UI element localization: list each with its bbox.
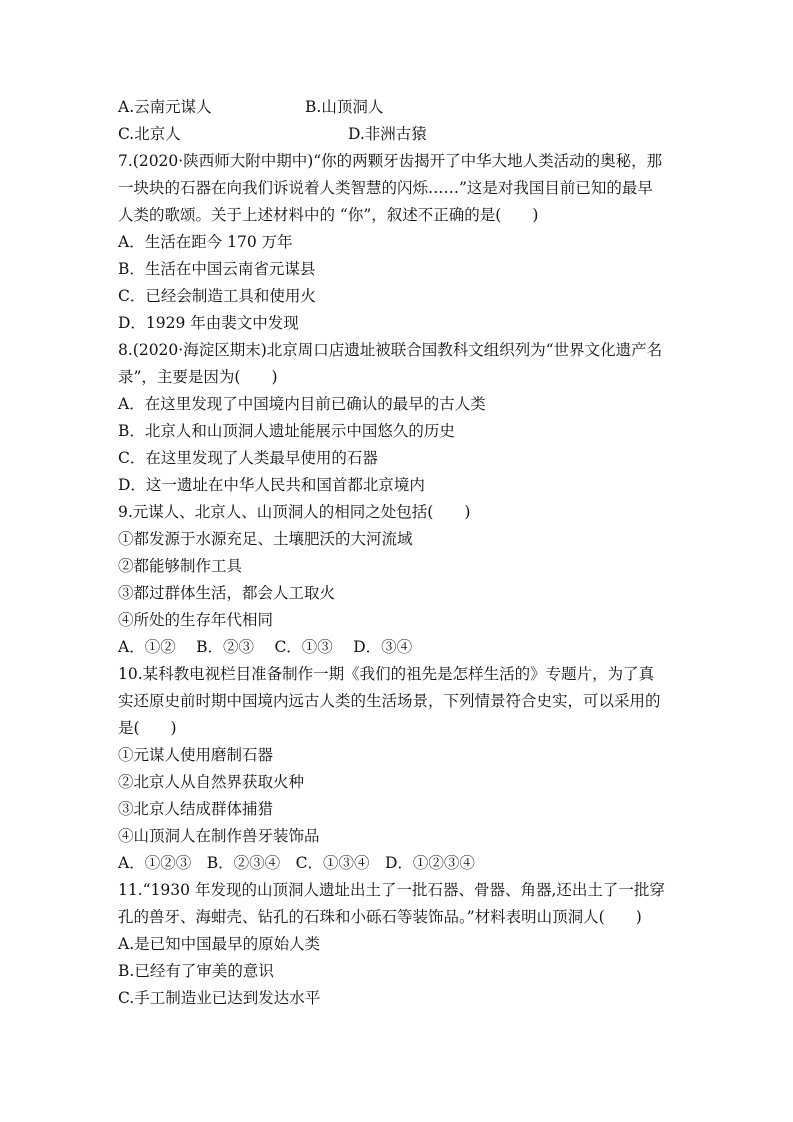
q7-option-b: B．生活在中国云南省元谋县 (118, 260, 316, 278)
q11-option-a: A.是已知中国最早的原始人类 (118, 935, 321, 953)
q11-option-b: B.已经有了审美的意识 (118, 962, 274, 980)
q7-option-c: C．已经会制造工具和使用火 (118, 287, 316, 305)
q10-item-4: ④山顶洞人在制作兽牙装饰品 (118, 827, 320, 845)
q10-stem-line-2: 实还原史前时期中国境内远古人类的生活场景，下列情景符合史实，可以采用的 (118, 692, 661, 710)
q11-stem-line-2: 孔的兽牙、海蚶壳、钻孔的石珠和小砾石等装饰品。”材料表明山顶洞人( ) (118, 908, 642, 926)
q10-item-3: ③北京人结成群体捕猎 (118, 800, 274, 818)
q10-item-2: ②北京人从自然界获取火种 (118, 773, 305, 791)
q6-option-d: D.非洲古猿 (348, 125, 427, 143)
q7-option-a: A．生活在距今 170 万年 (118, 233, 293, 251)
q11-option-c: C.手工制造业已达到发达水平 (118, 989, 321, 1007)
q8-option-b: B．北京人和山顶洞人遗址能展示中国悠久的历史 (118, 422, 455, 440)
q9-item-2: ②都能够制作工具 (118, 557, 243, 575)
q9-stem: 9.元谋人、北京人、山顶洞人的相同之处包括( ) (118, 503, 471, 521)
q6-option-b: B.山顶洞人 (305, 98, 384, 116)
q9-item-3: ③都过群体生活，都会人工取火 (118, 584, 336, 602)
q10-stem-line-3: 是( ) (118, 719, 177, 737)
q6-option-a: A.云南元谋人 (118, 98, 212, 116)
q8-stem-line-1: 8.(2020·海淀区期末)北京周口店遗址被联合国教科文组织列为“世界文化遗产名 (118, 341, 663, 359)
q9-options: A．①② B．②③ C．①③ D．③④ (118, 638, 413, 656)
q7-stem-line-1: 7.(2020·陕西师大附中期中)“你的两颗牙齿揭开了中华大地人类活动的奥秘，那 (118, 152, 663, 170)
q8-option-c: C．在这里发现了人类最早使用的石器 (118, 449, 378, 467)
q9-item-4: ④所处的生存年代相同 (118, 611, 274, 629)
q6-option-c: C.北京人 (118, 125, 181, 143)
q10-item-1: ①元谋人使用磨制石器 (118, 746, 274, 764)
q7-stem-line-3: 人类的歌颂。关于上述材料中的 “你”，叙述不正确的是( ) (118, 206, 539, 224)
q8-stem-line-2: 录”，主要是因为( ) (118, 368, 278, 386)
q7-option-d: D．1929 年由裴文中发现 (118, 314, 299, 332)
q8-option-d: D．这一遗址在中华人民共和国首都北京境内 (118, 476, 425, 494)
q11-stem-line-1: 11.“1930 年发现的山顶洞人遗址出土了一批石器、骨器、角器,还出土了一批穿 (118, 881, 665, 899)
q7-stem-line-2: 一块块的石器在向我们诉说着人类智慧的闪烁……”这是对我国目前已知的最早 (118, 179, 653, 197)
q10-stem-line-1: 10.某科教电视栏目准备制作一期《我们的祖先是怎样生活的》专题片，为了真 (118, 665, 655, 683)
q9-item-1: ①都发源于水源充足、土壤肥沃的大河流域 (118, 530, 413, 548)
q8-option-a: A．在这里发现了中国境内目前已确认的最早的古人类 (118, 395, 486, 413)
q10-options: A．①②③ B．②③④ C．①③④ D．①②③④ (118, 854, 475, 872)
